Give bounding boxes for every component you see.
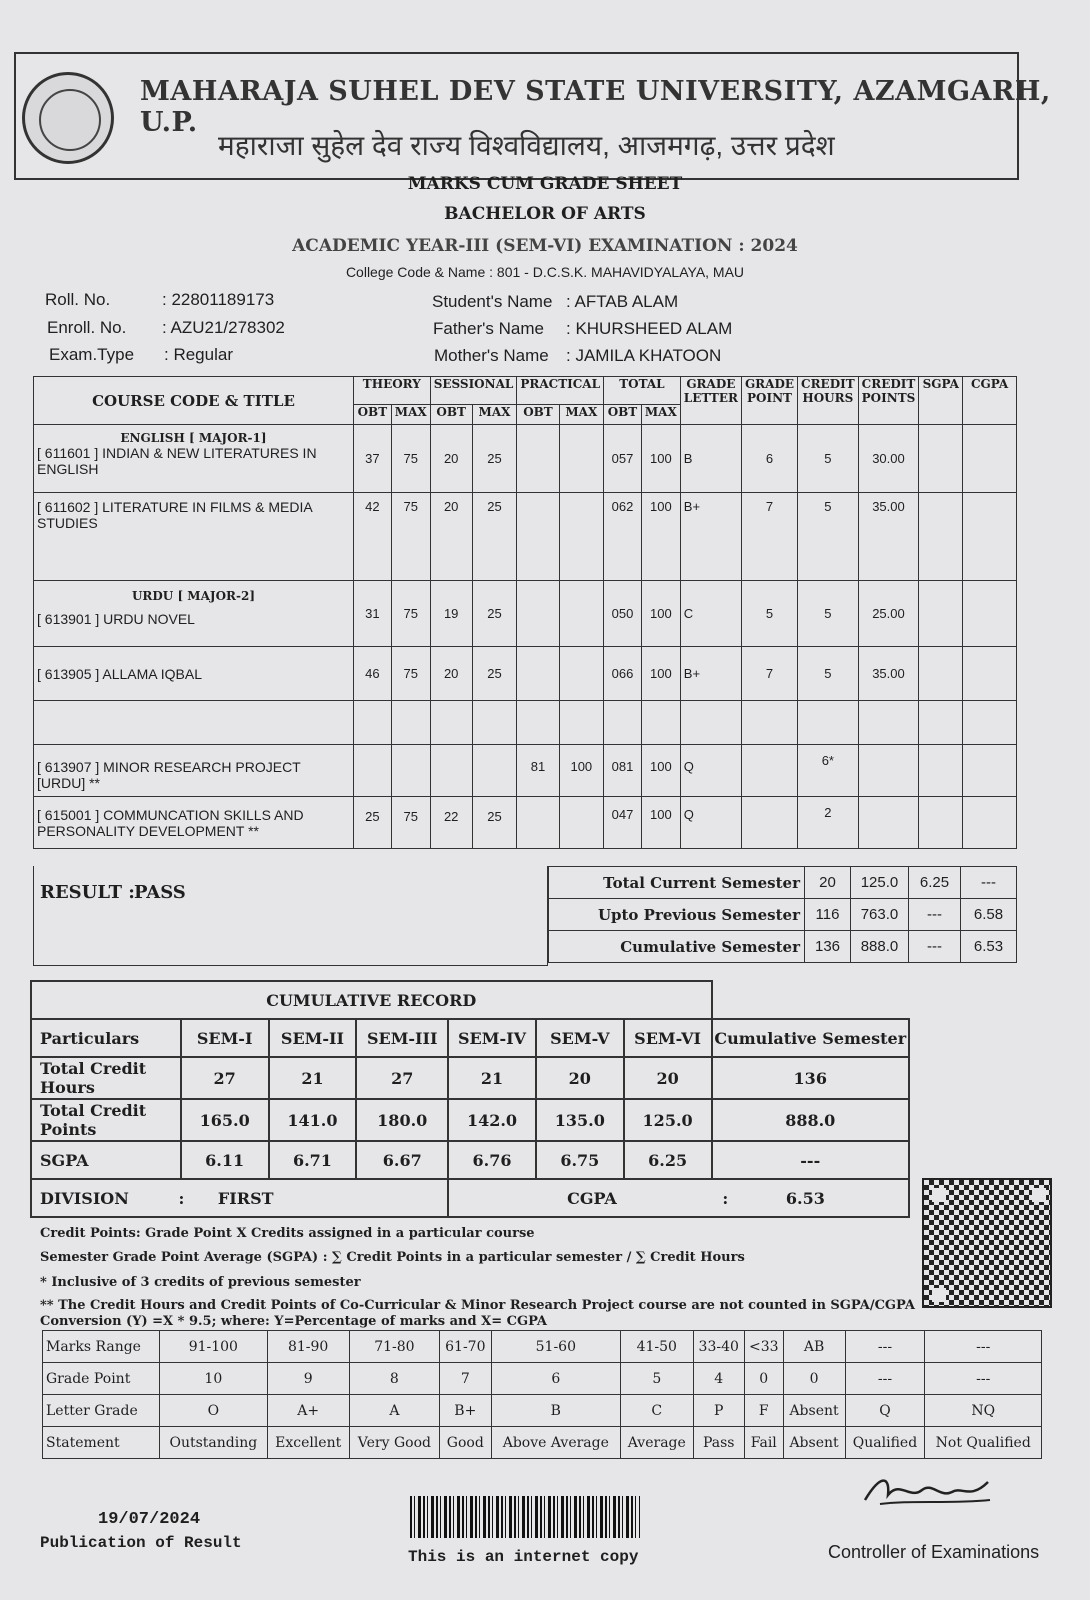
cum-header: SEM-II bbox=[269, 1019, 357, 1057]
credit-hours: 6* bbox=[798, 745, 859, 797]
cgpa-cell bbox=[963, 581, 1017, 647]
theory-obt: 46 bbox=[353, 647, 391, 701]
grade-cell: 0 bbox=[744, 1363, 783, 1395]
totals-label: Cumulative Semester bbox=[549, 931, 805, 963]
cgpa-final-colon: : bbox=[722, 1188, 729, 1208]
grade-cell: B bbox=[491, 1395, 621, 1427]
course-title: [ 613905 ] ALLAMA IQBAL bbox=[34, 647, 354, 701]
college-line: College Code & Name : 801 - D.C.S.K. MAHAVIDYALAYA, MAU bbox=[345, 264, 745, 280]
cum-cell: 135.0 bbox=[536, 1099, 624, 1141]
grade-point bbox=[741, 797, 797, 849]
theory-obt: 42 bbox=[353, 493, 391, 581]
sessional-obt: 20 bbox=[430, 425, 472, 493]
cumulative-row bbox=[31, 1099, 909, 1141]
grade-point: 6 bbox=[741, 425, 797, 493]
sessional-max-header: MAX bbox=[472, 405, 517, 425]
course-title: [ 613901 ] URDU NOVEL bbox=[37, 611, 195, 627]
totals-hours: 136 bbox=[805, 931, 851, 963]
exam-type-value: : Regular bbox=[164, 345, 233, 364]
result-value: PASS bbox=[134, 882, 186, 903]
grade-cell: Excellent bbox=[267, 1427, 349, 1459]
grade-cell: 7 bbox=[440, 1363, 491, 1395]
total-obt: 066 bbox=[604, 647, 642, 701]
grade-cell: Pass bbox=[693, 1427, 744, 1459]
mother-name-value: : JAMILA KHATOON bbox=[566, 346, 722, 365]
credit-points: 25.00 bbox=[858, 581, 919, 647]
grade-cell: 5 bbox=[621, 1363, 693, 1395]
sessional-max: 25 bbox=[472, 581, 517, 647]
sessional-max bbox=[472, 745, 517, 797]
credit-points-header: CREDIT POINTS bbox=[858, 377, 919, 425]
total-header: TOTAL bbox=[604, 377, 681, 405]
grade-cell: --- bbox=[925, 1331, 1042, 1363]
theory-max: 75 bbox=[391, 797, 430, 849]
cum-cell: 27 bbox=[181, 1057, 269, 1099]
cum-header: SEM-VI bbox=[624, 1019, 712, 1057]
credit-hours: 5 bbox=[798, 425, 859, 493]
grade-cell: O bbox=[160, 1395, 268, 1427]
marks-header-row bbox=[34, 377, 1017, 405]
grade-cell: --- bbox=[845, 1363, 925, 1395]
theory-obt-header: OBT bbox=[353, 405, 391, 425]
practical-obt bbox=[517, 581, 559, 647]
practical-obt bbox=[517, 647, 559, 701]
grade-cell: Grade Point bbox=[43, 1363, 160, 1395]
totals-sgpa: --- bbox=[909, 899, 961, 931]
publication-date: 19/07/2024 bbox=[98, 1510, 201, 1529]
total-obt: 050 bbox=[604, 581, 642, 647]
mother-name-label: Mother's Name bbox=[434, 346, 549, 365]
sheet-title: MARKS CUM GRADE SHEET bbox=[407, 174, 683, 194]
sgpa-cell bbox=[919, 425, 963, 493]
cum-header: SEM-IV bbox=[448, 1019, 536, 1057]
course-row bbox=[34, 745, 1017, 797]
sgpa-cell bbox=[919, 647, 963, 701]
grade-cell: 51-60 bbox=[491, 1331, 621, 1363]
cum-cell: 6.75 bbox=[536, 1141, 624, 1179]
course-title: [ 611602 ] LITERATURE IN FILMS & MEDIA STUDIES bbox=[34, 493, 354, 581]
course-row bbox=[34, 581, 1017, 647]
note-conversion: Conversion (Y) =X * 9.5; where: Y=Percentage of marks and X= CGPA bbox=[40, 1314, 547, 1329]
practical-max bbox=[559, 647, 603, 701]
grade-cell: F bbox=[744, 1395, 783, 1427]
theory-max: 75 bbox=[391, 647, 430, 701]
credit-points: 30.00 bbox=[858, 425, 919, 493]
enroll-label: Enroll. No. bbox=[47, 318, 127, 337]
total-max-header: MAX bbox=[641, 405, 680, 425]
cumulative-title: CUMULATIVE RECORD bbox=[31, 981, 712, 1019]
cum-cell: Total Credit Points bbox=[31, 1099, 181, 1141]
exam-type-label: Exam.Type bbox=[49, 345, 135, 364]
grade-cell: Statement bbox=[43, 1427, 160, 1459]
father-name-value: : KHURSHEED ALAM bbox=[566, 319, 733, 338]
cumulative-row bbox=[31, 1057, 909, 1099]
cum-cell: 6.11 bbox=[181, 1141, 269, 1179]
course-row bbox=[34, 647, 1017, 701]
sgpa-cell bbox=[919, 797, 963, 849]
grade-cell: --- bbox=[845, 1331, 925, 1363]
university-name-hindi: महाराजा सुहेल देव राज्य विश्वविद्यालय, आजमगढ़, उत्तर प्रदेश bbox=[218, 130, 835, 161]
cgpa-cell bbox=[963, 745, 1017, 797]
grade-letter: B+ bbox=[680, 647, 741, 701]
grade-cell: Outstanding bbox=[160, 1427, 268, 1459]
totals-sgpa: --- bbox=[909, 931, 961, 963]
cum-cell: 6.76 bbox=[448, 1141, 536, 1179]
grade-point bbox=[741, 745, 797, 797]
student-name-label: Student's Name bbox=[432, 292, 553, 311]
grade-cell: 71-80 bbox=[349, 1331, 439, 1363]
division-cell bbox=[31, 1179, 448, 1217]
grade-cell: --- bbox=[925, 1363, 1042, 1395]
sessional-header: SESSIONAL bbox=[430, 377, 517, 405]
cumulative-header-row bbox=[31, 1019, 909, 1057]
totals-row bbox=[549, 867, 1017, 899]
grade-cell: <33 bbox=[744, 1331, 783, 1363]
grade-scale-table bbox=[42, 1330, 1042, 1459]
roll-label: Roll. No. bbox=[45, 290, 111, 309]
cgpa-final-cell bbox=[448, 1179, 909, 1217]
internet-copy-label: This is an internet copy bbox=[408, 1548, 639, 1566]
grade-cell: Letter Grade bbox=[43, 1395, 160, 1427]
total-max: 100 bbox=[641, 797, 680, 849]
credit-points: 35.00 bbox=[858, 647, 919, 701]
grade-cell: Average bbox=[621, 1427, 693, 1459]
cumulative-row bbox=[31, 1141, 909, 1179]
student-name-value: : AFTAB ALAM bbox=[566, 292, 679, 311]
grade-cell: Good bbox=[440, 1427, 491, 1459]
cgpa-header: CGPA bbox=[963, 377, 1017, 425]
cum-cell: 27 bbox=[356, 1057, 448, 1099]
grade-cell: 81-90 bbox=[267, 1331, 349, 1363]
cum-cell: 6.25 bbox=[624, 1141, 712, 1179]
grade-cell: B+ bbox=[440, 1395, 491, 1427]
publication-label: Publication of Result bbox=[40, 1534, 242, 1552]
cum-cell: SGPA bbox=[31, 1141, 181, 1179]
division-value: FIRST bbox=[217, 1188, 274, 1208]
sgpa-cell bbox=[919, 745, 963, 797]
grade-row bbox=[43, 1395, 1042, 1427]
grade-cell: Marks Range bbox=[43, 1331, 160, 1363]
total-max: 100 bbox=[641, 425, 680, 493]
grade-point: 7 bbox=[741, 493, 797, 581]
grade-row bbox=[43, 1363, 1042, 1395]
cum-cell: --- bbox=[712, 1141, 910, 1179]
sgpa-cell bbox=[919, 493, 963, 581]
total-obt-header: OBT bbox=[604, 405, 642, 425]
sgpa-cell bbox=[919, 581, 963, 647]
sessional-max: 25 bbox=[472, 425, 517, 493]
cgpa-cell bbox=[963, 425, 1017, 493]
course-title: [ 611601 ] INDIAN & NEW LITERATURES IN ENGLISH bbox=[37, 445, 317, 477]
grade-cell: 61-70 bbox=[440, 1331, 491, 1363]
cum-cell: 6.71 bbox=[269, 1141, 357, 1179]
group-urdu-label: URDU [ MAJOR-2] bbox=[131, 589, 255, 603]
practical-obt: 81 bbox=[517, 745, 559, 797]
cum-cell: 6.67 bbox=[356, 1141, 448, 1179]
credit-hours: 5 bbox=[798, 493, 859, 581]
totals-hours: 20 bbox=[805, 867, 851, 899]
grade-cell: 6 bbox=[491, 1363, 621, 1395]
grade-cell: 4 bbox=[693, 1363, 744, 1395]
grade-cell: Above Average bbox=[491, 1427, 621, 1459]
total-obt: 057 bbox=[604, 425, 642, 493]
exam-title: ACADEMIC YEAR-III (SEM-VI) EXAMINATION : 2024 bbox=[292, 236, 798, 256]
grade-cell: C bbox=[621, 1395, 693, 1427]
grade-cell: 33-40 bbox=[693, 1331, 744, 1363]
sessional-max: 25 bbox=[472, 797, 517, 849]
totals-row bbox=[549, 931, 1017, 963]
cum-cell: 20 bbox=[536, 1057, 624, 1099]
grade-point: 7 bbox=[741, 647, 797, 701]
totals-hours: 116 bbox=[805, 899, 851, 931]
theory-max: 75 bbox=[391, 493, 430, 581]
grade-letter: B+ bbox=[680, 493, 741, 581]
cum-cell: 141.0 bbox=[269, 1099, 357, 1141]
totals-cgpa: 6.53 bbox=[961, 931, 1017, 963]
cum-cell: 21 bbox=[448, 1057, 536, 1099]
grade-cell: A bbox=[349, 1395, 439, 1427]
cum-cell: 136 bbox=[712, 1057, 910, 1099]
totals-row bbox=[549, 899, 1017, 931]
credit-points bbox=[858, 745, 919, 797]
practical-max-header: MAX bbox=[559, 405, 603, 425]
controller-label: Controller of Examinations bbox=[828, 1542, 1040, 1562]
cgpa-final-value: 6.53 bbox=[785, 1188, 825, 1208]
grade-cell: Q bbox=[845, 1395, 925, 1427]
theory-max-header: MAX bbox=[391, 405, 430, 425]
cum-header: Cumulative Semester bbox=[712, 1019, 910, 1057]
enroll-value: : AZU21/278302 bbox=[162, 318, 285, 337]
roll-value: : 22801189173 bbox=[162, 290, 275, 309]
barcode-icon bbox=[410, 1496, 640, 1538]
grade-cell: 10 bbox=[160, 1363, 268, 1395]
theory-obt bbox=[353, 745, 391, 797]
division-colon: : bbox=[178, 1188, 185, 1208]
course-row bbox=[34, 425, 1017, 493]
grade-cell: Qualified bbox=[845, 1427, 925, 1459]
sessional-obt bbox=[430, 745, 472, 797]
grade-cell: Very Good bbox=[349, 1427, 439, 1459]
grade-letter: Q bbox=[680, 745, 741, 797]
grade-letter: C bbox=[680, 581, 741, 647]
course-row bbox=[34, 797, 1017, 849]
grade-letter-header: GRADE LETTER bbox=[680, 377, 741, 425]
grade-cell: 9 bbox=[267, 1363, 349, 1395]
cum-cell: 888.0 bbox=[712, 1099, 910, 1141]
cumulative-title-row bbox=[31, 981, 909, 1019]
total-max: 100 bbox=[641, 745, 680, 797]
grade-cell: P bbox=[693, 1395, 744, 1427]
sessional-obt-header: OBT bbox=[430, 405, 472, 425]
father-name-label: Father's Name bbox=[433, 319, 544, 338]
cumulative-record-table bbox=[30, 980, 910, 1218]
cum-header: SEM-I bbox=[181, 1019, 269, 1057]
credit-hours: 2 bbox=[798, 797, 859, 849]
sessional-obt: 19 bbox=[430, 581, 472, 647]
theory-header: THEORY bbox=[353, 377, 430, 405]
grade-cell: Not Qualified bbox=[925, 1427, 1042, 1459]
totals-cgpa: 6.58 bbox=[961, 899, 1017, 931]
signature-icon bbox=[860, 1470, 1000, 1510]
cum-header: SEM-V bbox=[536, 1019, 624, 1057]
grade-cell: 0 bbox=[783, 1363, 845, 1395]
totals-points: 763.0 bbox=[851, 899, 909, 931]
total-max: 100 bbox=[641, 581, 680, 647]
grade-cell: NQ bbox=[925, 1395, 1042, 1427]
grade-cell: 91-100 bbox=[160, 1331, 268, 1363]
result-box bbox=[33, 866, 548, 966]
cgpa-cell bbox=[963, 797, 1017, 849]
credit-points bbox=[858, 797, 919, 849]
sessional-obt: 20 bbox=[430, 493, 472, 581]
total-obt: 047 bbox=[604, 797, 642, 849]
practical-obt bbox=[517, 797, 559, 849]
cum-cell: 20 bbox=[624, 1057, 712, 1099]
sgpa-header: SGPA bbox=[919, 377, 963, 425]
credit-hours: 5 bbox=[798, 647, 859, 701]
sessional-max: 25 bbox=[472, 493, 517, 581]
cum-header: Particulars bbox=[31, 1019, 181, 1057]
cgpa-final-label: CGPA bbox=[567, 1188, 617, 1208]
university-name-english: MAHARAJA SUHEL DEV STATE UNIVERSITY, AZAMGARH, U.P. bbox=[140, 76, 1051, 138]
university-seal-icon bbox=[22, 72, 114, 164]
course-row bbox=[34, 493, 1017, 581]
grade-cell: Absent bbox=[783, 1427, 845, 1459]
degree-title: BACHELOR OF ARTS bbox=[444, 204, 646, 224]
theory-max: 75 bbox=[391, 425, 430, 493]
practical-header: PRACTICAL bbox=[517, 377, 604, 405]
practical-obt bbox=[517, 493, 559, 581]
sessional-obt: 22 bbox=[430, 797, 472, 849]
total-max: 100 bbox=[641, 647, 680, 701]
theory-max: 75 bbox=[391, 581, 430, 647]
practical-max bbox=[559, 581, 603, 647]
sessional-max: 25 bbox=[472, 647, 517, 701]
grade-cell: 41-50 bbox=[621, 1331, 693, 1363]
practical-max: 100 bbox=[559, 745, 603, 797]
cum-cell: 165.0 bbox=[181, 1099, 269, 1141]
cum-cell: Total Credit Hours bbox=[31, 1057, 181, 1099]
division-label: DIVISION bbox=[40, 1188, 129, 1208]
cum-cell: 180.0 bbox=[356, 1099, 448, 1141]
grade-row bbox=[43, 1331, 1042, 1363]
total-max: 100 bbox=[641, 493, 680, 581]
result-label: RESULT : bbox=[40, 882, 135, 903]
note-credit-points: Credit Points: Grade Point X Credits assigned in a particular course bbox=[40, 1226, 535, 1241]
group-english-label: ENGLISH [ MAJOR-1] bbox=[120, 431, 267, 445]
theory-max bbox=[391, 745, 430, 797]
grade-point: 5 bbox=[741, 581, 797, 647]
total-obt: 062 bbox=[604, 493, 642, 581]
credit-points: 35.00 bbox=[858, 493, 919, 581]
grade-row bbox=[43, 1427, 1042, 1459]
theory-obt: 37 bbox=[353, 425, 391, 493]
totals-sgpa: 6.25 bbox=[909, 867, 961, 899]
cum-header: SEM-III bbox=[356, 1019, 448, 1057]
credit-hours-header: CREDIT HOURS bbox=[798, 377, 859, 425]
grade-letter: Q bbox=[680, 797, 741, 849]
note-sgpa: Semester Grade Point Average (SGPA) : ∑ Credit Points in a particular semester / ∑ Credit Hours bbox=[40, 1250, 745, 1265]
theory-obt: 25 bbox=[353, 797, 391, 849]
grade-cell: Fail bbox=[744, 1427, 783, 1459]
credit-hours: 5 bbox=[798, 581, 859, 647]
grade-point-header: GRADE POINT bbox=[741, 377, 797, 425]
total-obt: 081 bbox=[604, 745, 642, 797]
division-row bbox=[31, 1179, 909, 1217]
course-title-cell bbox=[34, 581, 354, 647]
grade-cell: AB bbox=[783, 1331, 845, 1363]
theory-obt: 31 bbox=[353, 581, 391, 647]
totals-label: Total Current Semester bbox=[549, 867, 805, 899]
practical-obt bbox=[517, 425, 559, 493]
grade-cell: Absent bbox=[783, 1395, 845, 1427]
qr-code-icon bbox=[922, 1178, 1052, 1308]
totals-points: 125.0 bbox=[851, 867, 909, 899]
cgpa-cell bbox=[963, 647, 1017, 701]
grade-cell: 8 bbox=[349, 1363, 439, 1395]
course-header: COURSE CODE & TITLE bbox=[34, 377, 354, 425]
marks-table bbox=[33, 376, 1017, 849]
semester-totals-table bbox=[548, 866, 1017, 963]
totals-points: 888.0 bbox=[851, 931, 909, 963]
sessional-obt: 20 bbox=[430, 647, 472, 701]
totals-label: Upto Previous Semester bbox=[549, 899, 805, 931]
cgpa-cell bbox=[963, 493, 1017, 581]
note-not-counted: ** The Credit Hours and Credit Points of Co-Curricular & Minor Research Project course are not counted in SGPA/CGPA bbox=[40, 1298, 915, 1313]
course-title-cell bbox=[34, 425, 354, 493]
course-title: [ 615001 ] COMMUNCATION SKILLS AND PERSONALITY DEVELOPMENT ** bbox=[34, 797, 354, 849]
course-title: [ 613907 ] MINOR RESEARCH PROJECT [URDU] ** bbox=[34, 745, 354, 797]
practical-max bbox=[559, 493, 603, 581]
practical-max bbox=[559, 797, 603, 849]
practical-max bbox=[559, 425, 603, 493]
note-inclusive: * Inclusive of 3 credits of previous semester bbox=[40, 1275, 361, 1290]
empty-row bbox=[34, 701, 1017, 745]
grade-letter: B bbox=[680, 425, 741, 493]
cum-cell: 142.0 bbox=[448, 1099, 536, 1141]
grade-cell: A+ bbox=[267, 1395, 349, 1427]
cum-cell: 21 bbox=[269, 1057, 357, 1099]
cum-cell: 125.0 bbox=[624, 1099, 712, 1141]
practical-obt-header: OBT bbox=[517, 405, 559, 425]
totals-cgpa: --- bbox=[961, 867, 1017, 899]
